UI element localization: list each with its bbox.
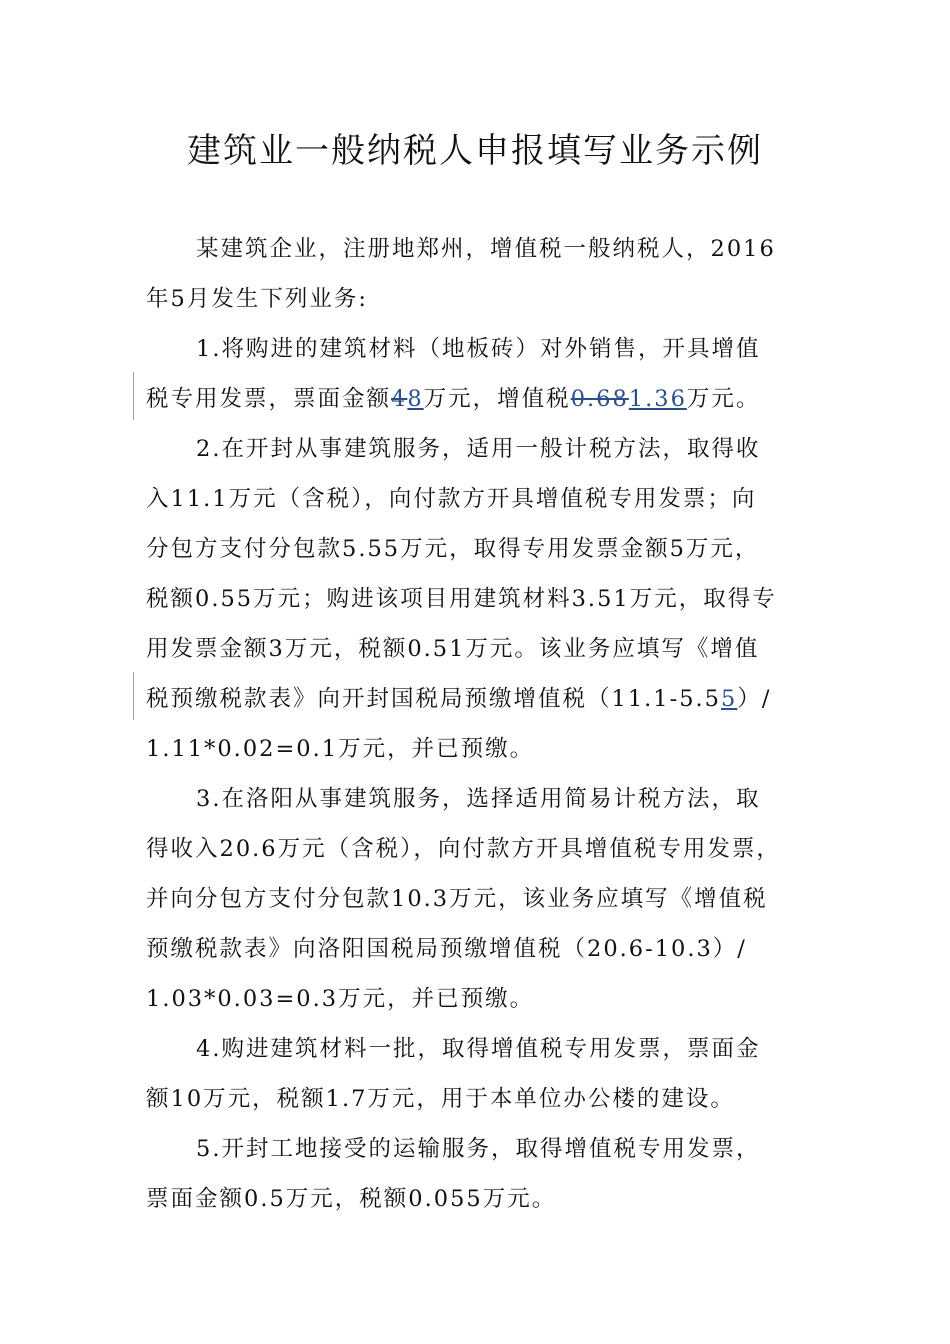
intro-line: 年5月发生下列业务: [146,286,368,312]
deleted-text: 0.68 [570,386,629,412]
item-2-line: 税额0.55万元；购进该项目用建筑材料3.51万元，取得专 [146,586,777,612]
item-5-line: 5.开封工地接受的运输服务，取得增值税专用发票， [196,1136,761,1162]
item-2-line [146,674,811,724]
item-1-line: 1.将购进的建筑材料（地板砖）对外销售，开具增值 [196,336,761,362]
item-3-line: 得收入20.6万元（含税），向付款方开具增值税专用发票， [146,836,781,862]
document-title: 建筑业一般纳税人申报填写业务示例 [187,131,763,171]
intro-line: 某建筑企业，注册地郑州，增值税一般纳税人，2016 [196,236,776,262]
item-2-line: 分包方支付分包款5.55万元，取得专用发票金额5万元， [146,536,760,562]
text-run: 万元。 [686,386,761,412]
item-3-line: 并向分包方支付分包款10.3万元，该业务应填写《增值税 [146,886,768,912]
item-1-line [146,374,811,424]
deleted-text: 4 [391,386,408,412]
item-2-line: 入11.1万元（含税），向付款方开具增值税专用发票；向 [146,486,757,512]
item-2-line: 1.11*0.02=0.1万元，并已预缴。 [146,736,535,762]
inserted-text: 5 [720,686,738,712]
text-run: 税预缴税款表》向开封国税局预缴增值税（11.1-5.5 [146,686,721,712]
item-3-line: 预缴税款表》向洛阳国税局预缴增值税（20.6-10.3）/ [146,936,747,962]
text-run: 万元，增值税 [423,386,571,412]
item-2-line: 2.在开封从事建筑服务，适用一般计税方法，取得收 [196,436,761,462]
change-bar [133,672,134,720]
text-run: ）/ [737,686,772,712]
item-5-line: 票面金额0.5万元，税额0.055万元。 [146,1186,557,1212]
document-body [146,224,811,1224]
item-3-line: 1.03*0.03=0.3万元，并已预缴。 [146,986,535,1012]
inserted-text: 8 [407,386,424,412]
item-3-line: 3.在洛阳从事建筑服务，选择适用简易计税方法，取 [196,786,761,812]
item-4-line: 额10万元，税额1.7万元，用于本单位办公楼的建设。 [146,1086,735,1112]
item-2-line: 用发票金额3万元，税额0.51万元。该业务应填写《增值 [146,636,760,662]
change-bar [133,372,134,420]
inserted-text: 1.36 [628,386,687,412]
text-run: 税专用发票，票面金额 [146,386,392,412]
item-4-line: 4.购进建筑材料一批，取得增值税专用发票，票面金 [196,1036,761,1062]
